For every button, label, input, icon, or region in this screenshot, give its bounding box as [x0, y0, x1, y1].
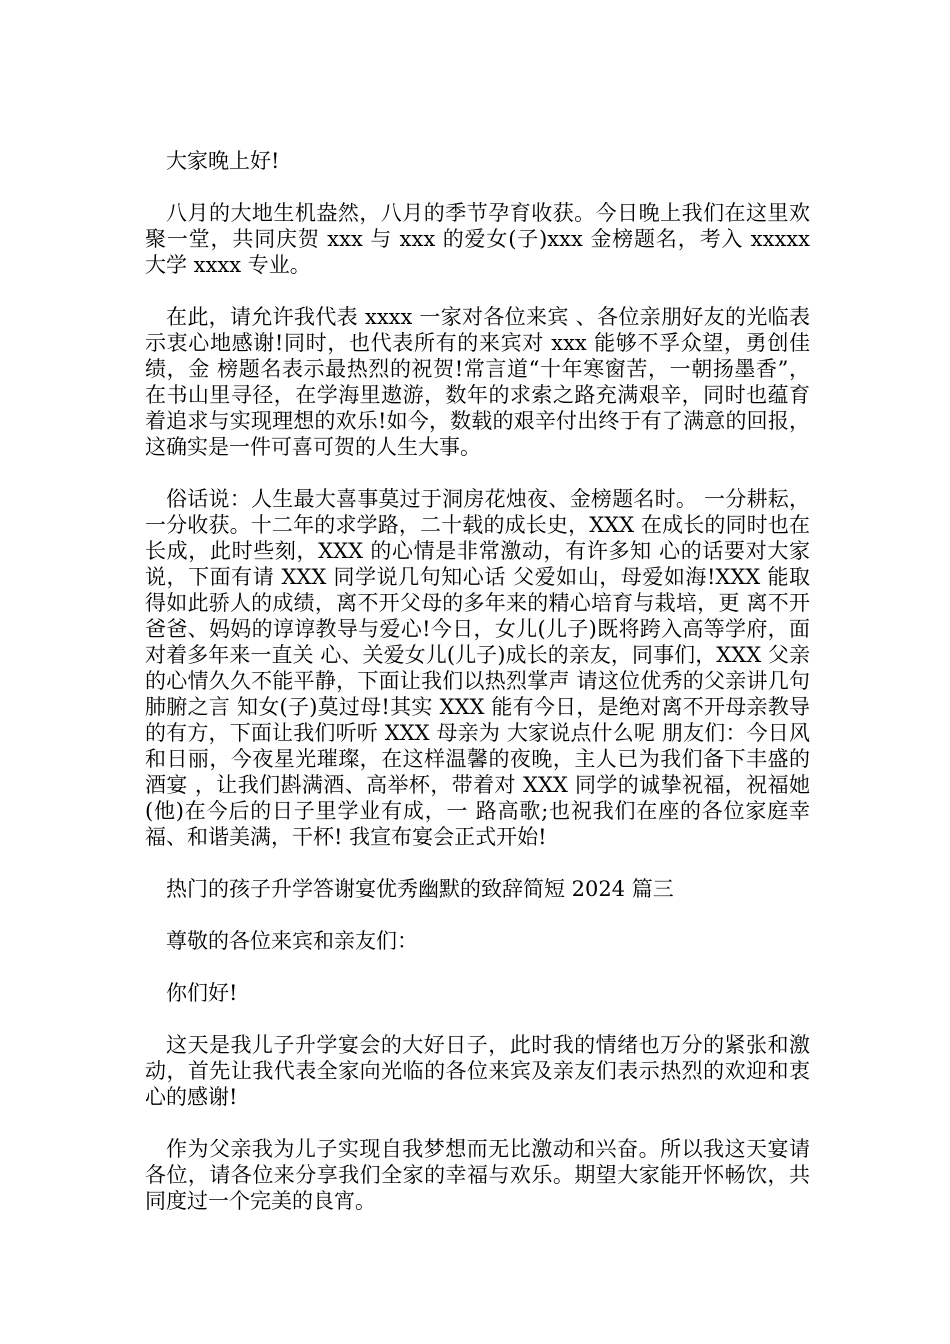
salutation-paragraph: 尊敬的各位来宾和亲友们： — [166, 929, 418, 953]
father-paragraph: 作为父亲我为儿子实现自我梦想而无比激动和兴奋。所以我这天宴请各位，请各位来分享我们全家的幸福与欢乐。期望大家能开怀畅饮，共同度过一个完美的良宵。 — [145, 1137, 810, 1213]
opening-paragraph: 八月的大地生机盎然，八月的季节孕育收获。今日晚上我们在这里欢聚一堂，共同庆贺 xxx 与 xxx 的爱女(子)xxx 金榜题名，考入 xxxxx 大学 xxxx 专业。 — [145, 201, 810, 277]
document-body — [145, 148, 810, 1240]
thanks-paragraph: 在此，请允许我代表 xxxx 一家对各位来宾 、各位亲朋好友的光临表示衷心地感谢!同时，也代表所有的来宾对 xxx 能够不孚众望，勇创佳绩，金 榜题名表示最热烈的祝贺!常言道“十年寒窗苦，一朝扬墨香”，在书山里寻径，在学海里遨游，数年的求索之路充满艰辛，同时也蕴育着追求与实现理想的欢乐!如今，数载的艰辛付出终于有了满意的回报，这确实是一件可喜可贺的人生大事。 — [145, 305, 810, 459]
welcome-paragraph: 这天是我儿子升学宴会的大好日子，此时我的情绪也万分的紧张和激动，首先让我代表全家向光临的各位来宾及亲友们表示热烈的欢迎和衷心的感谢! — [145, 1033, 810, 1109]
hello-paragraph: 你们好! — [166, 981, 238, 1005]
speech-paragraph: 俗话说：人生最大喜事莫过于洞房花烛夜、金榜题名时。 一分耕耘，一分收获。十二年的求学路，二十载的成长史，XXX 在成长的同时也在长成，此时些刻，XXX 的心情是非常激动，有许多知 心的话要对大家说，下面有请 XXX 同学说几句知心话 父爱如山，母爱如海!XXX 能取得如此骄人的成绩，离不开父母的多年来的精心培育与栽培，更 离不开爸爸、妈妈的谆谆教导与爱心!今日，女儿(儿子)既将跨入高等学府，面对着多年来一直关 心、关爱女儿(儿子)成长的亲友，同事们，XXX 父亲的心情久久不能平静，下面让我们以热烈掌声 请这位优秀的父亲讲几句肺腑之言 知女(子)莫过母!其实 XXX 能有今日，是绝对离不开母亲教导的有方，下面让我们听听 XXX 母亲为 大家说点什么呢 朋友们：今日风和日丽，今夜星光璀璨，在这样温馨的夜晚，主人已为我们备下丰盛的酒宴 ，让我们斟满酒、高举杯，带着对 XXX 同学的诚挚祝福，祝福她(他)在今后的日子里学业有成，一 路高歌;也祝我们在座的各位家庭幸福、和谐美满，干杯! 我宣布宴会正式开始! — [145, 487, 810, 849]
greeting-paragraph: 大家晚上好! — [166, 149, 280, 173]
section-heading: 热门的孩子升学答谢宴优秀幽默的致辞简短 2024 篇三 — [166, 877, 674, 901]
